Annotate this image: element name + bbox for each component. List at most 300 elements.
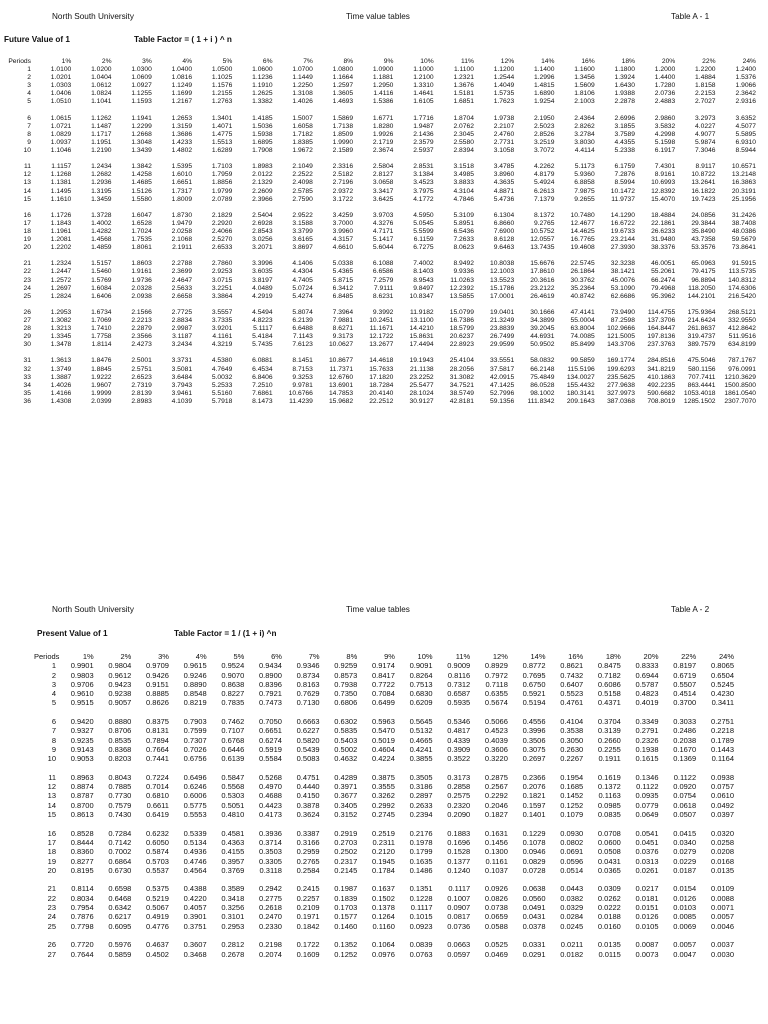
factor-cell: 0.3405 [334, 800, 358, 810]
factor-cell: 26.4619 [530, 292, 555, 300]
factor-cell: 0.6095 [108, 921, 132, 931]
factor-cell: 11.9737 [611, 195, 635, 203]
factor-cell: 5.0338 [332, 260, 354, 268]
factor-cell: 0.0431 [522, 912, 546, 922]
factor-cell: 1.2544 [493, 74, 515, 82]
future-value-table [3, 58, 756, 406]
factor-cell: 9.3253 [292, 373, 313, 381]
factor-cell: 0.2198 [258, 940, 282, 950]
factor-cell: 1.2625 [252, 90, 273, 98]
factor-cell: 0.3305 [258, 856, 282, 866]
factor-cell: 412.8642 [728, 325, 756, 333]
factor-cell: 0.7182 [597, 670, 621, 680]
factor-cell: 4.3219 [211, 341, 233, 349]
factor-cell: 1.6771 [372, 114, 394, 122]
factor-cell: 0.1300 [484, 847, 508, 857]
factor-cell: 0.7876 [70, 912, 94, 922]
factor-cell: 0.1161 [485, 856, 508, 866]
factor-cell: 3.7072 [533, 147, 555, 155]
factor-cell: 2.1911 [172, 244, 193, 252]
factor-cell: 0.9151 [146, 679, 169, 689]
rate-header: 20% [643, 652, 659, 661]
factor-cell: 0.9426 [146, 670, 169, 680]
factor-cell: 5.7918 [211, 397, 233, 405]
period-cell: 14 [47, 800, 56, 810]
factor-cell: 2.2213 [131, 317, 152, 324]
factor-cell: 11.9182 [409, 308, 434, 316]
factor-cell: 1.8280 [372, 122, 394, 130]
factor-cell: 0.0126 [673, 893, 697, 903]
factor-cell: 0.1609 [296, 949, 320, 959]
factor-cell: 16.1822 [691, 187, 716, 195]
factor-cell: 0.3075 [522, 744, 546, 754]
factor-cell: 0.3606 [484, 744, 508, 754]
factor-cell: 1.6010 [171, 171, 193, 179]
table-row [3, 285, 756, 293]
factor-cell: 0.0261 [635, 865, 659, 875]
factor-cell: 1.4071 [211, 122, 233, 130]
factor-cell: 1.9990 [332, 138, 354, 146]
factor-cell: 0.6419 [146, 810, 169, 820]
factor-cell: 5.1417 [372, 236, 394, 244]
factor-cell: 0.0085 [673, 912, 697, 922]
factor-cell: 19.4608 [570, 244, 595, 252]
table-row [34, 745, 734, 754]
factor-cell: 475.5046 [687, 357, 716, 365]
factor-cell: 0.7695 [522, 670, 546, 680]
factor-cell: 0.8417 [371, 670, 395, 680]
factor-cell: 4.3276 [372, 219, 394, 227]
factor-cell: 14.4625 [570, 227, 595, 235]
factor-cell: 2.5785 [292, 187, 313, 195]
factor-cell: 0.7954 [70, 903, 94, 913]
factor-cell: 0.4688 [258, 791, 282, 801]
factor-cell: 8.9492 [453, 260, 474, 268]
factor-cell: 2.1719 [372, 138, 394, 146]
factor-cell: 0.2326 [635, 735, 659, 745]
factor-cell: 9.2655 [574, 195, 595, 203]
factor-cell: 0.7579 [108, 800, 132, 810]
factor-cell: 0.3677 [334, 791, 358, 801]
factor-cell: 8.7153 [292, 365, 313, 373]
factor-cell: 0.3256 [221, 903, 245, 913]
factor-cell: 0.7473 [258, 698, 282, 708]
factor-cell: 0.0507 [673, 810, 697, 820]
spacer-cell [3, 349, 756, 357]
factor-cell: 0.9246 [183, 670, 207, 680]
factor-cell: 0.2257 [296, 893, 320, 903]
university-name: North South University [52, 12, 134, 21]
factor-cell: 0.8548 [183, 689, 207, 699]
factor-cell: 0.9706 [70, 679, 94, 689]
factor-cell: 0.1784 [371, 865, 395, 875]
factor-cell: 6.8406 [252, 373, 273, 381]
factor-cell: 0.5568 [221, 782, 245, 792]
factor-cell: 15.6676 [530, 260, 555, 268]
factor-cell: 0.7430 [108, 810, 132, 820]
factor-cell: 2.9253 [211, 268, 233, 276]
factor-cell: 1.8730 [171, 211, 193, 219]
factor-cell: 0.1842 [296, 921, 320, 931]
factor-cell: 1.3310 [413, 82, 434, 90]
factor-cell: 237.3763 [647, 341, 676, 349]
factor-cell: 3.6165 [292, 236, 313, 244]
factor-cell: 2.1329 [252, 179, 273, 187]
rate-header: 4% [195, 652, 207, 661]
factor-cell: 1.4002 [91, 219, 112, 227]
factor-cell: 0.0046 [711, 921, 734, 931]
factor-cell: 47.4141 [570, 308, 595, 316]
factor-cell: 7.2579 [372, 276, 394, 284]
table-row [34, 847, 734, 856]
factor-cell: 0.7050 [258, 717, 282, 727]
factor-cell: 3.1058 [493, 147, 515, 155]
factor-cell: 0.9515 [70, 698, 94, 708]
factor-cell: 9.9336 [453, 268, 474, 276]
factor-cell: 2.3566 [131, 333, 152, 341]
factor-cell: 1.9487 [413, 122, 434, 130]
factor-cell: 0.4970 [258, 782, 282, 792]
factor-cell: 0.0105 [635, 921, 659, 931]
factor-cell: 9.9781 [292, 381, 313, 389]
factor-cell: 19.0401 [490, 308, 515, 316]
factor-cell: 0.6587 [447, 689, 471, 699]
factor-cell: 29.9599 [490, 341, 515, 349]
factor-cell: 0.9070 [221, 670, 245, 680]
factor-cell: 0.7107 [221, 726, 245, 736]
factor-cell: 22.2512 [369, 397, 394, 405]
factor-cell: 1.1941 [131, 114, 152, 122]
factor-cell: 0.0222 [597, 903, 621, 913]
factor-cell: 3.7943 [171, 381, 193, 389]
factor-cell: 0.4751 [296, 772, 320, 782]
factor-cell: 3.3864 [211, 292, 233, 300]
factor-cell: 3.4985 [453, 171, 474, 179]
factor-cell: 0.8444 [70, 837, 94, 847]
factor-cell: 0.4581 [221, 828, 245, 838]
factor-cell: 0.1264 [371, 912, 395, 922]
spacer-cell [3, 252, 756, 260]
factor-cell: 1.8856 [211, 179, 233, 187]
factor-cell: 0.9612 [108, 670, 132, 680]
factor-cell: 1.0201 [50, 74, 72, 82]
factor-cell: 4.8179 [533, 171, 555, 179]
factor-cell: 0.0258 [711, 837, 734, 847]
factor-cell: 0.7224 [146, 772, 169, 782]
factor-cell: 1.2167 [171, 98, 193, 106]
period-cell: 30 [23, 341, 31, 349]
factor-cell: 4.5950 [413, 211, 434, 219]
factor-cell: 1.1449 [292, 74, 313, 82]
factor-cell: 0.2765 [296, 856, 320, 866]
factor-cell: 53.1090 [610, 284, 635, 292]
factor-cell: 0.0610 [711, 791, 734, 801]
factor-cell: 13.5523 [490, 276, 515, 284]
factor-cell: 4.1406 [292, 260, 313, 268]
factor-cell: 0.9053 [70, 754, 94, 764]
factor-cell: 1053.4018 [683, 389, 716, 397]
rate-header: 10% [417, 652, 433, 661]
factor-cell: 2.3966 [252, 195, 273, 203]
factor-cell: 7.2633 [453, 236, 474, 244]
factor-cell: 0.4502 [146, 949, 169, 959]
factor-cell: 1.7182 [292, 130, 313, 138]
factor-cell: 0.3418 [221, 893, 245, 903]
factor-cell: 0.3901 [183, 912, 207, 922]
factor-cell: 0.9009 [447, 661, 471, 671]
factor-cell: 1.1610 [50, 195, 72, 203]
factor-cell: 1.8061 [131, 244, 152, 252]
rate-header: 10% [420, 58, 434, 65]
factor-cell: 1.4258 [131, 171, 152, 179]
factor-cell: 1.4815 [533, 82, 555, 90]
factor-cell: 8.1451 [292, 357, 313, 365]
period-cell: 1 [27, 66, 31, 74]
factor-cell: 1.0700 [292, 66, 313, 74]
factor-cell: 0.4224 [371, 754, 395, 764]
factor-cell: 1.8158 [695, 82, 716, 90]
factor-cell: 2.1950 [533, 114, 555, 122]
factor-cell: 1.2950 [372, 82, 394, 90]
factor-cell: 0.1635 [409, 856, 433, 866]
factor-cell: 1.9161 [131, 268, 152, 276]
factor-cell: 4.1039 [171, 397, 193, 405]
factor-cell: 0.9259 [334, 661, 358, 671]
factor-cell: 0.3751 [183, 921, 207, 931]
factor-cell: 1.2824 [50, 292, 72, 300]
factor-cell: 2.7196 [332, 179, 354, 187]
factor-cell: 284.8516 [647, 357, 676, 365]
factor-cell: 4.1772 [413, 195, 434, 203]
factor-cell: 2.8983 [131, 397, 152, 405]
factor-cell: 0.1799 [409, 847, 433, 857]
factor-cell: 1.5395 [171, 163, 193, 171]
factor-cell: 0.5835 [334, 726, 358, 736]
table-row [34, 661, 734, 670]
factor-cell: 3.5832 [654, 122, 676, 130]
factor-cell: 1.0927 [131, 82, 152, 90]
table-id: Table A - 2 [671, 605, 710, 614]
period-cell: 19 [23, 236, 31, 244]
factor-cell: 0.8163 [296, 679, 320, 689]
factor-cell: 0.7599 [183, 726, 207, 736]
factor-cell: 10.8038 [490, 260, 515, 268]
factor-cell: 0.7513 [409, 679, 433, 689]
factor-cell: 0.9174 [371, 661, 395, 671]
factor-cell: 14.4618 [369, 357, 394, 365]
factor-cell: 0.0757 [711, 782, 734, 792]
factor-cell: 0.4371 [597, 698, 621, 708]
table-row [34, 689, 734, 698]
table-row [3, 390, 756, 398]
factor-cell: 0.2618 [258, 903, 282, 913]
factor-cell: 1.6430 [614, 82, 635, 90]
factor-cell: 7.3964 [332, 308, 354, 316]
factor-cell: 1.7024 [131, 227, 152, 235]
factor-cell: 1.1268 [50, 171, 72, 179]
factor-cell: 0.5083 [296, 754, 320, 764]
factor-cell: 0.0597 [447, 949, 471, 959]
factor-cell: 0.0397 [711, 810, 734, 820]
factor-cell: 0.3166 [296, 837, 320, 847]
factor-cell: 12.6760 [328, 373, 354, 381]
factor-cell: 0.3855 [409, 754, 433, 764]
factor-cell: 16.6722 [610, 219, 635, 227]
factor-cell: 863.4441 [687, 381, 716, 389]
factor-cell: 0.7664 [146, 744, 169, 754]
factor-cell: 0.5935 [447, 698, 471, 708]
factor-cell: 1.8009 [171, 195, 193, 203]
factor-cell: 1.3048 [131, 138, 152, 146]
factor-cell: 2.6658 [171, 292, 193, 300]
factor-cell: 1.1041 [91, 98, 112, 106]
factor-cell: 0.4523 [484, 726, 508, 736]
factor-cell: 0.2584 [296, 865, 320, 875]
period-cell: 21 [23, 260, 31, 268]
factor-cell: 1.1400 [533, 66, 555, 74]
factor-cell: 2.6996 [614, 114, 635, 122]
factor-cell: 1.1664 [332, 74, 354, 82]
factor-cell: 66.2148 [530, 365, 555, 373]
factor-cell: 3.9960 [332, 227, 354, 235]
table-row [3, 171, 756, 179]
factor-cell: 0.6050 [146, 837, 169, 847]
factor-cell: 1.1157 [51, 163, 72, 171]
factor-cell: 0.5584 [258, 754, 282, 764]
table-row [34, 801, 734, 810]
factor-cell: 0.6768 [221, 735, 245, 745]
factor-cell: 17.0001 [490, 292, 515, 300]
factor-cell: 0.2046 [484, 800, 508, 810]
factor-cell: 1.5869 [332, 114, 354, 122]
factor-cell: 6.3412 [332, 284, 354, 292]
period-cell: 16 [47, 828, 56, 838]
factor-cell: 0.8772 [522, 661, 546, 671]
factor-cell: 5.5895 [735, 130, 756, 138]
factor-cell: 1.3401 [211, 114, 233, 122]
factor-cell: 1.4026 [292, 98, 313, 106]
factor-cell: 0.4556 [522, 717, 546, 727]
table-row [34, 791, 734, 800]
rate-header: 16% [568, 652, 584, 661]
factor-cell: 492.2235 [647, 381, 676, 389]
factor-cell: 2.2878 [614, 98, 635, 106]
factor-cell: 0.1685 [560, 782, 584, 792]
factor-cell: 1.3842 [131, 163, 152, 171]
factor-cell: 2.3699 [171, 268, 193, 276]
factor-cell: 708.8019 [647, 397, 676, 405]
factor-cell: 1.0500 [211, 66, 233, 74]
factor-cell: 9.8497 [413, 284, 434, 292]
factor-cell: 0.5537 [146, 865, 169, 875]
factor-cell: 0.5963 [371, 717, 395, 727]
factor-cell: 0.0320 [711, 828, 734, 838]
factor-cell: 0.1252 [334, 949, 358, 959]
factor-cell: 0.5976 [108, 940, 132, 950]
factor-cell: 34.7521 [449, 381, 474, 389]
factor-cell: 2.8394 [453, 147, 474, 155]
factor-cell: 140.8312 [728, 276, 756, 284]
factor-cell: 52.7996 [490, 389, 515, 397]
factor-cell: 1.5769 [91, 276, 112, 284]
factor-cell: 1.3887 [50, 373, 72, 381]
factor-cell: 0.4632 [334, 754, 358, 764]
factor-cell: 0.1528 [447, 847, 471, 857]
table-id: Table A - 1 [671, 12, 710, 21]
factor-cell: 1.6047 [131, 211, 152, 219]
factor-cell: 0.0691 [560, 847, 584, 857]
table-row [3, 382, 756, 390]
table-row [34, 717, 734, 726]
factor-cell: 2.1049 [292, 163, 313, 171]
factor-cell: 32.3238 [610, 260, 635, 268]
table-row [34, 894, 734, 903]
factor-cell: 1.9672 [292, 147, 313, 155]
factor-cell: 1.9388 [614, 90, 635, 98]
factor-cell: 0.5002 [334, 744, 358, 754]
factor-cell: 216.5420 [728, 292, 756, 300]
row-spacer [3, 252, 756, 260]
factor-cell: 31.3082 [449, 373, 474, 381]
factor-cell: 0.9804 [108, 661, 132, 671]
period-cell: 6 [51, 717, 56, 727]
factor-cell: 0.2567 [484, 782, 508, 792]
table-row [3, 115, 756, 123]
factor-cell: 38.5749 [449, 389, 474, 397]
factor-cell: 9.3173 [332, 333, 354, 341]
factor-cell: 0.6496 [183, 772, 207, 782]
rate-header: 1% [82, 652, 94, 661]
factor-cell: 4.7405 [292, 276, 313, 284]
table-row [3, 268, 756, 276]
rate-header: 5% [233, 652, 245, 661]
factor-cell: 31.9480 [651, 236, 676, 244]
factor-cell: 0.1252 [560, 800, 584, 810]
factor-cell: 4.2262 [533, 163, 555, 171]
factor-cell: 3.3996 [252, 260, 273, 268]
factor-cell: 1.1236 [252, 74, 273, 82]
factor-cell: 38.1421 [610, 268, 635, 276]
factor-cell: 1.9607 [91, 381, 112, 389]
rate-header: 16% [581, 58, 595, 65]
factor-cell: 0.2992 [371, 800, 395, 810]
factor-cell: 1.0824 [91, 90, 112, 98]
factor-cell: 0.8116 [447, 670, 471, 680]
factor-cell: 0.4810 [221, 810, 245, 820]
factor-cell: 0.7835 [221, 698, 245, 708]
factor-cell: 39.2045 [530, 325, 555, 333]
factor-cell: 0.8787 [70, 791, 94, 801]
factor-cell: 0.0057 [673, 940, 697, 950]
factor-cell: 0.1369 [673, 754, 697, 764]
factor-cell: 1.4282 [91, 227, 112, 235]
factor-cell: 0.7894 [146, 735, 169, 745]
rate-header: 18% [605, 652, 621, 661]
factor-cell: 0.3139 [597, 726, 621, 736]
factor-cell: 0.5919 [258, 744, 282, 754]
factor-cell: 7.9881 [332, 317, 354, 324]
factor-cell: 0.8277 [70, 856, 94, 866]
table-row [3, 179, 756, 187]
rate-header: 3% [142, 58, 152, 65]
factor-cell: 1.2200 [695, 66, 716, 74]
factor-cell: 0.7142 [108, 837, 132, 847]
factor-cell: 0.0907 [447, 903, 471, 913]
factor-cell: 23.8839 [490, 325, 515, 333]
factor-cell: 0.0154 [673, 884, 697, 894]
factor-cell: 180.3141 [566, 389, 595, 397]
factor-cell: 1.4185 [252, 114, 273, 122]
